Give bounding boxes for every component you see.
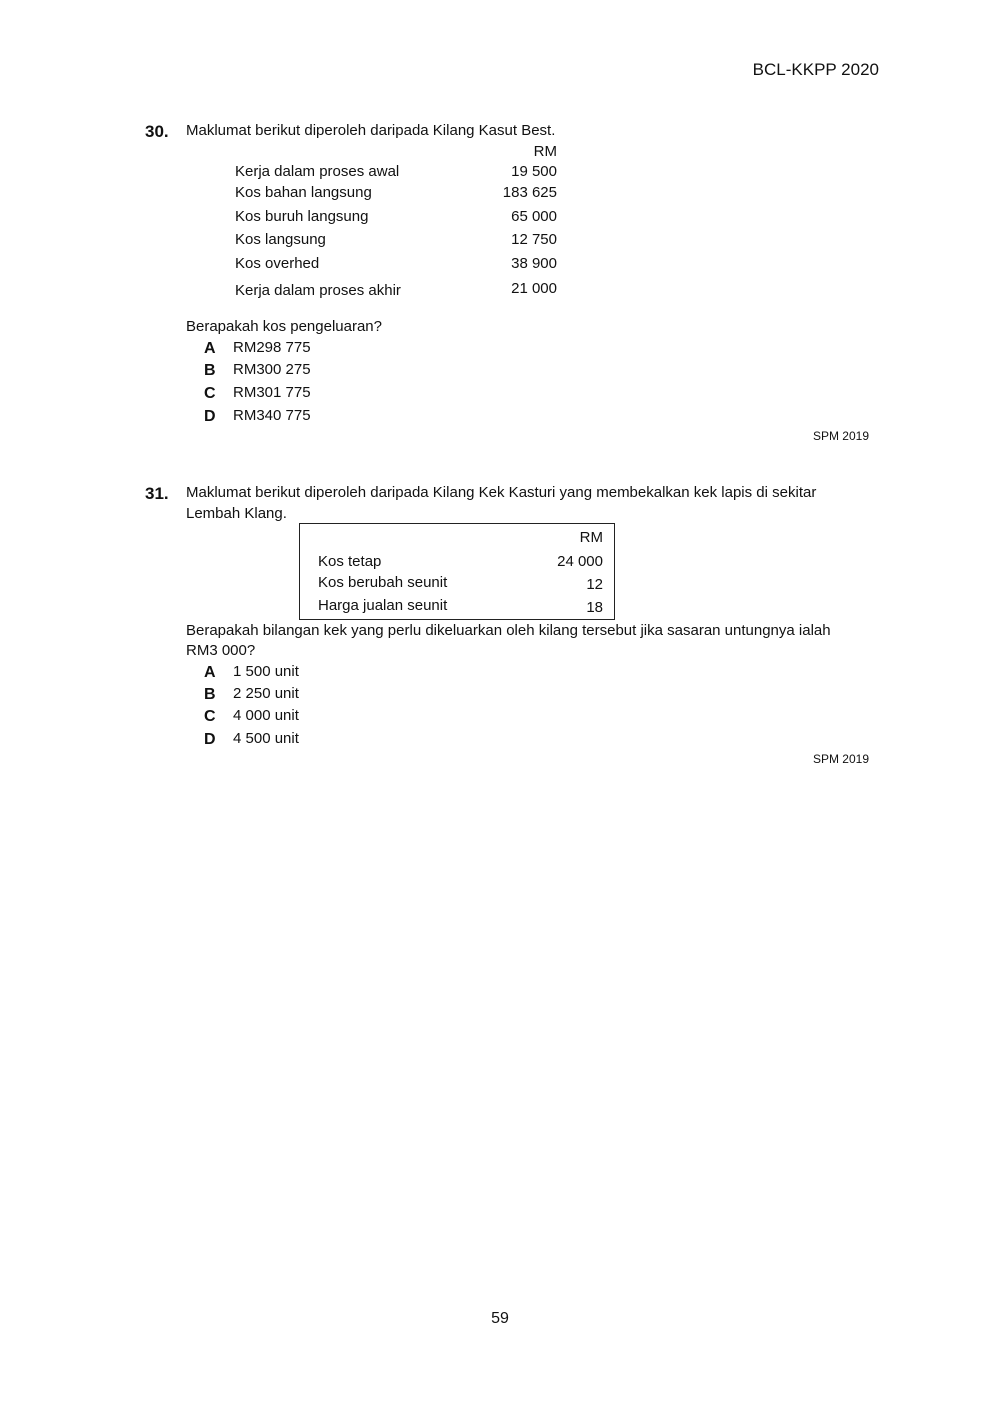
q31-option-text[interactable]: 4 000 unit bbox=[233, 707, 299, 724]
q30-row-label: Kos langsung bbox=[235, 231, 326, 248]
q30-row-label: Kerja dalam proses awal bbox=[235, 163, 400, 180]
q31-source-tag: SPM 2019 bbox=[812, 752, 869, 766]
page-number: 59 bbox=[491, 1310, 509, 1327]
q30-row-label: Kerja dalam proses akhir bbox=[235, 282, 401, 299]
q31-row-value: 24 000 bbox=[557, 553, 603, 570]
q30-row-value: 12 750 bbox=[511, 231, 557, 248]
q30-option-text[interactable]: RM340 775 bbox=[233, 407, 311, 424]
q30-option-letter: C bbox=[204, 385, 216, 402]
q30-option-text[interactable]: RM300 275 bbox=[233, 361, 311, 378]
question-30-prompt: Berapakah kos pengeluaran? bbox=[186, 318, 382, 335]
q31-option-text[interactable]: 2 250 unit bbox=[233, 685, 299, 702]
q30-option-letter: D bbox=[204, 408, 216, 425]
q30-currency-header: RM bbox=[533, 143, 557, 160]
q31-option-letter: D bbox=[204, 731, 216, 748]
q30-row-value: 19 500 bbox=[511, 163, 557, 180]
q31-cost-table bbox=[299, 523, 615, 620]
q31-option-letter: B bbox=[204, 686, 216, 703]
document-code: BCL-KKPP 2020 bbox=[752, 60, 879, 79]
q30-row-value: 21 000 bbox=[511, 280, 557, 297]
q30-row-value: 65 000 bbox=[511, 208, 557, 225]
question-30-intro: Maklumat berikut diperoleh daripada Kilang Kasut Best. bbox=[186, 122, 556, 139]
q31-row-value: 12 bbox=[586, 576, 603, 593]
q30-row-label: Kos bahan langsung bbox=[235, 184, 372, 201]
q30-option-letter: B bbox=[204, 362, 216, 379]
q31-option-text[interactable]: 1 500 unit bbox=[233, 663, 299, 680]
q30-row-value: 183 625 bbox=[502, 184, 557, 201]
q30-option-text[interactable]: RM298 775 bbox=[233, 339, 311, 356]
question-31-intro-line2: Lembah Klang. bbox=[186, 505, 287, 522]
q30-option-letter: A bbox=[204, 340, 216, 357]
q30-source-tag: SPM 2019 bbox=[812, 429, 869, 443]
q30-row-label: Kos buruh langsung bbox=[235, 208, 369, 225]
q30-row-value: 38 900 bbox=[511, 255, 557, 272]
q31-row-value: 18 bbox=[586, 599, 603, 616]
q30-row-label: Kos overhed bbox=[235, 255, 320, 272]
question-31-number: 31. bbox=[145, 484, 169, 503]
q31-option-letter: A bbox=[204, 664, 216, 681]
q31-row-label: Harga jualan seunit bbox=[318, 597, 448, 614]
question-31-intro-line1: Maklumat berikut diperoleh daripada Kilang Kek Kasturi yang membekalkan kek lapis di sekitar bbox=[186, 484, 817, 501]
q31-row-label: Kos tetap bbox=[318, 553, 382, 570]
question-31-prompt-line2: RM3 000? bbox=[186, 642, 256, 659]
q31-row-label: Kos berubah seunit bbox=[318, 574, 448, 591]
q31-option-text[interactable]: 4 500 unit bbox=[233, 730, 299, 747]
question-30-number: 30. bbox=[145, 122, 169, 141]
question-31-prompt-line1: Berapakah bilangan kek yang perlu dikeluarkan oleh kilang tersebut jika sasaran untungnya ialah bbox=[186, 622, 831, 639]
q31-option-letter: C bbox=[204, 708, 216, 725]
q31-currency-header: RM bbox=[579, 529, 603, 546]
q30-option-text[interactable]: RM301 775 bbox=[233, 384, 311, 401]
